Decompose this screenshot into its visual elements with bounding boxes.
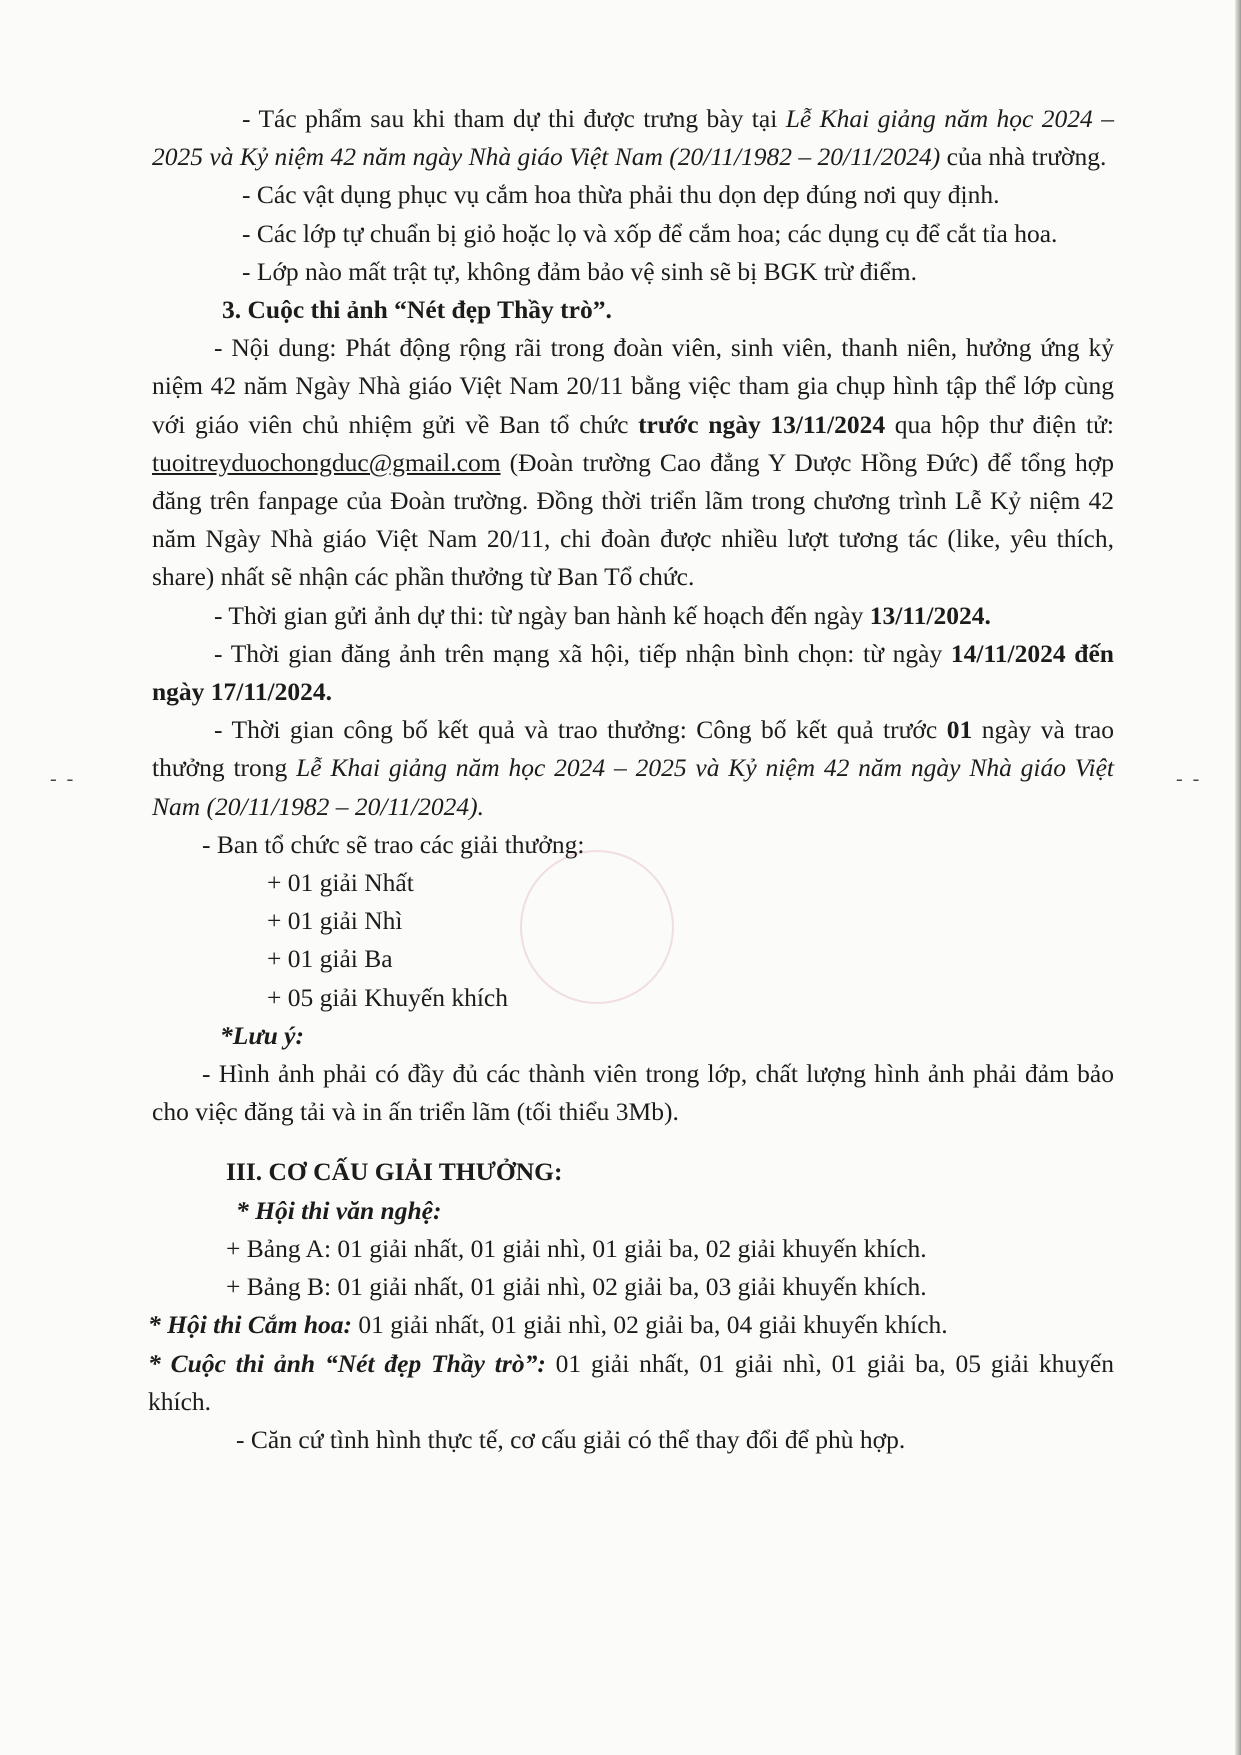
exhibit-text-end: của nhà trường.: [940, 142, 1107, 172]
content-text-3: (Đoàn trường Cao đẳng Y Dược Hồng Đức) để tổng hợp đăng trên fanpage của Đoàn trường. Đồng thời triển lãm trong chương trình Lễ Kỷ niệm 42 năm Ngày Nhà giáo Việt Nam 20/11, chi đoàn được nhiều lượt tương tác (like, yêu thích, share) nhất sẽ nhận các phần thưởng từ Ban Tổ chức.: [152, 447, 1114, 592]
email-link[interactable]: tuoitreyduochongduc@gmail.com: [152, 447, 501, 477]
content-text: - Nội dung: Phát động rộng rãi trong đoàn viên, sinh viên, thanh niên, hưởng ứng kỷ niệm 42 năm Ngày Nhà giáo Việt Nam 20/11 bằng việc tham gia chụp hình tập thể lớp cùng với giáo viên chủ nhiệm gửi về Ban tổ chức: [152, 333, 1114, 439]
result-days: 01: [946, 715, 973, 745]
page-edge: [1235, 0, 1241, 1755]
photo-content-paragraph: [152, 329, 1114, 596]
prize-list: [152, 864, 1114, 1017]
flower-label: * Hội thi Cắm hoa:: [148, 1310, 353, 1340]
arts-table-b: + Bảng B: 01 giải nhất, 01 giải nhì, 02 giải ba, 03 giải khuyến khích.: [226, 1272, 927, 1302]
note-heading: *Lưu ý:: [220, 1020, 304, 1050]
post-dates: 14/11/2024 đến ngày 17/11/2024.: [152, 638, 1114, 707]
document-body: [148, 100, 1115, 1459]
submit-text: - Thời gian gửi ảnh dự thi: từ ngày ban hành kế hoạch đến ngày: [214, 600, 870, 630]
photo-contest-heading: 3. Cuộc thi ảnh “Nét đẹp Thầy trò”.: [222, 295, 612, 325]
photo-label: * Cuộc thi ảnh “Nét đẹp Thầy trò”:: [148, 1348, 546, 1378]
submit-date: 13/11/2024.: [869, 600, 991, 630]
list-item: + 01 giải Nhì: [267, 906, 403, 936]
scan-mark-left: - -: [50, 768, 74, 790]
content-deadline: trước ngày 13/11/2024: [638, 409, 886, 439]
list-item: + 01 giải Nhất: [267, 868, 414, 898]
closing-paragraph: - Căn cứ tình hình thực tế, cơ cấu giải có thể thay đổi để phù hợp.: [236, 1424, 906, 1454]
cleanup-paragraph: - Các vật dụng phục vụ cắm hoa thừa phải thu dọn dẹp đúng nơi quy định.: [242, 180, 1000, 210]
submit-time-paragraph: [152, 597, 1114, 635]
penalty-paragraph: - Lớp nào mất trật tự, không đảm bảo vệ sinh sẽ bị BGK trừ điểm.: [242, 256, 917, 286]
result-text: - Thời gian công bố kết quả và trao thưởng: Công bố kết quả trước: [214, 715, 947, 745]
result-text-2: ngày và trao thưởng trong: [152, 715, 1114, 783]
result-paragraph: [152, 711, 1114, 826]
photo-awards: [148, 1345, 1114, 1421]
event-name: Lễ Khai giảng năm học 2024 – 2025 và Kỷ niệm 42 năm ngày Nhà giáo Việt Nam (20/11/1982 – 20/11/2024): [152, 104, 1114, 172]
exhibit-text: - Tác phẩm sau khi tham dự thi được trưng bày tại: [242, 104, 786, 133]
arts-heading: * Hội thi văn nghệ:: [236, 1195, 442, 1225]
post-text: - Thời gian đăng ảnh trên mạng xã hội, tiếp nhận bình chọn: từ ngày: [214, 638, 951, 668]
awards-section-heading: III. CƠ CẤU GIẢI THƯỞNG:: [226, 1157, 563, 1187]
flower-text: 01 giải nhất, 01 giải nhì, 02 giải ba, 04 giải khuyến khích.: [352, 1310, 948, 1340]
list-item: + 05 giải Khuyến khích: [267, 982, 509, 1012]
exhibit-paragraph: [152, 100, 1114, 176]
note-paragraph: - Hình ảnh phải có đầy đủ các thành viên trong lớp, chất lượng hình ảnh phải đảm bảo cho việc đăng tải và in ấn triển lãm (tối thiểu 3Mb).: [152, 1059, 1114, 1127]
flower-awards: [148, 1306, 1114, 1344]
result-event: Lễ Khai giảng năm học 2024 – 2025 và Kỷ niệm 42 năm ngày Nhà giáo Việt Nam (20/11/1982 – 20/11/2024).: [152, 753, 1114, 821]
supplies-paragraph: - Các lớp tự chuẩn bị giỏ hoặc lọ và xốp để cắm hoa; các dụng cụ để cắt tỉa hoa.: [242, 218, 1058, 248]
prizes-intro: - Ban tổ chức sẽ trao các giải thưởng:: [202, 829, 585, 859]
list-item: + 01 giải Ba: [267, 944, 393, 974]
content-text-2: qua hộp thư điện tử:: [885, 409, 1115, 439]
arts-table-a: + Bảng A: 01 giải nhất, 01 giải nhì, 01 giải ba, 02 giải khuyến khích.: [226, 1233, 927, 1263]
photo-text: 01 giải nhất, 01 giải nhì, 01 giải ba, 05 giải khuyến khích.: [148, 1348, 1115, 1416]
scan-mark-right: - -: [1176, 768, 1200, 790]
post-time-paragraph: [152, 635, 1114, 711]
